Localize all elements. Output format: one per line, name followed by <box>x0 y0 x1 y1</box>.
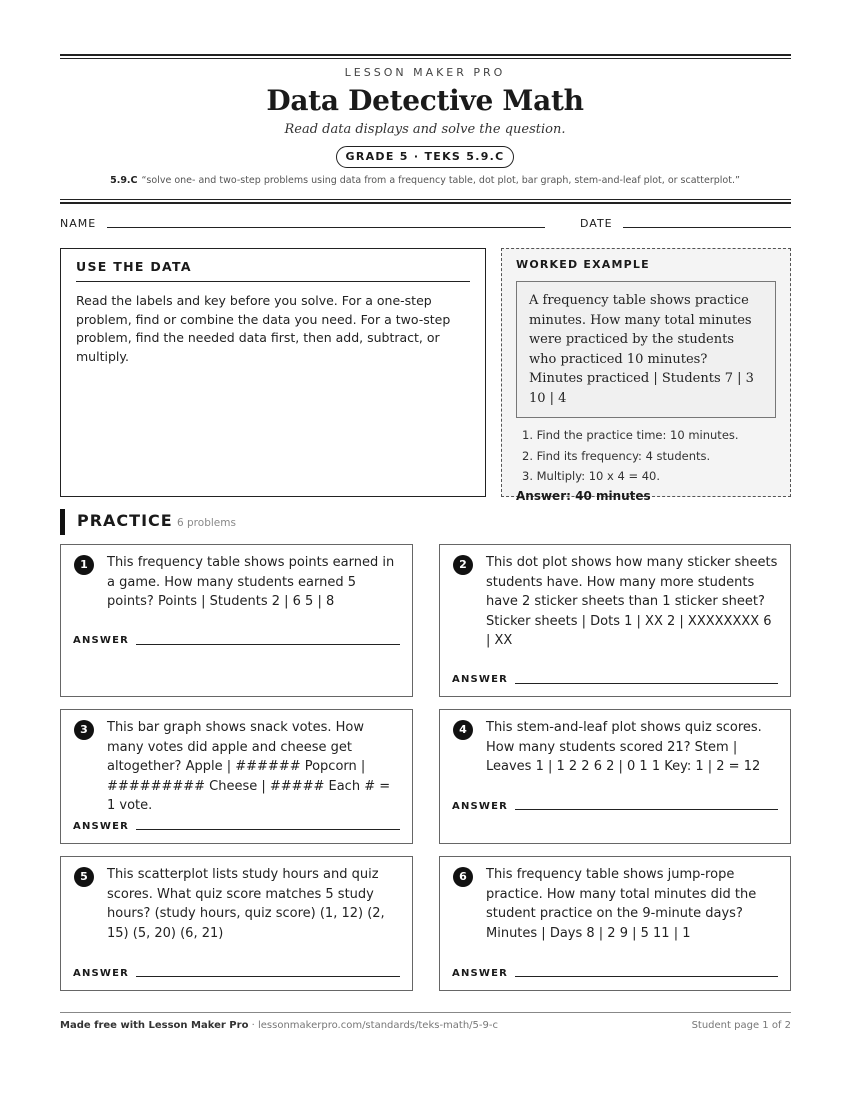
answer-field[interactable] <box>136 644 400 645</box>
problem-card-3 <box>60 709 413 844</box>
problem-text: This bar graph shows snack votes. How many votes did apple and cheese get altogether? Apple | ###### Popcorn | ######### Cheese | ##### Each # = 1 vote. <box>107 720 391 813</box>
problem-number-badge: 6 <box>453 867 473 887</box>
problem-number-badge: 1 <box>74 555 94 575</box>
name-date-row <box>60 216 791 232</box>
worked-example-answer: Answer: 40 minutes <box>516 488 651 503</box>
problem-card-1 <box>60 544 413 697</box>
standard-code: 5.9.C <box>110 175 138 186</box>
answer-label: ANSWER <box>73 821 130 832</box>
header-top-rule <box>60 54 791 59</box>
footer-credit <box>60 1020 498 1031</box>
problem-text: This frequency table shows points earned in a game. How many students earned 5 points? Points | Students 2 | 6 5 | 8 <box>107 555 395 609</box>
answer-field[interactable] <box>515 683 778 684</box>
footer-url[interactable]: · lessonmakerpro.com/standards/teks-math/5-9-c <box>248 1020 498 1031</box>
problem-number-badge: 3 <box>74 720 94 740</box>
name-label: NAME <box>60 217 97 230</box>
worked-step: 3. Multiply: 10 x 4 = 40. <box>522 469 661 483</box>
answer-label: ANSWER <box>452 801 509 812</box>
use-the-data-panel <box>60 248 486 497</box>
answer-label: ANSWER <box>452 968 509 979</box>
footer-made-with: Made free with Lesson Maker Pro <box>60 1020 249 1031</box>
problem-text: This frequency table shows jump-rope practice. How many total minutes did the student practice on the 9-minute days? Minutes | Days 8 | 2 9 | 5 11 | 1 <box>486 867 757 941</box>
use-the-data-body: Read the labels and key before you solve. For a one-step problem, find or combine the data you need. For a two-step problem, find the needed data first, then add, subtract, or multiply. <box>76 293 451 364</box>
date-field[interactable] <box>623 227 791 228</box>
worked-example-heading: WORKED EXAMPLE <box>516 258 650 271</box>
date-label: DATE <box>580 217 613 230</box>
problem-card-6 <box>439 856 791 991</box>
use-the-data-heading: USE THE DATA <box>76 259 470 282</box>
problem-number-badge: 2 <box>453 555 473 575</box>
answer-label: ANSWER <box>73 635 130 646</box>
worked-example-steps <box>516 425 776 487</box>
problem-number-badge: 4 <box>453 720 473 740</box>
worked-step: 1. Find the practice time: 10 minutes. <box>522 428 739 442</box>
worked-example-panel <box>501 248 791 503</box>
footer-rule <box>60 1012 791 1013</box>
name-field[interactable] <box>107 227 545 228</box>
answer-field[interactable] <box>136 976 400 977</box>
problem-card-4 <box>439 709 791 844</box>
answer-field[interactable] <box>136 829 400 830</box>
practice-count: 6 problems <box>177 517 236 529</box>
problem-number-badge: 5 <box>74 867 94 887</box>
answer-label: ANSWER <box>73 968 130 979</box>
answer-label: ANSWER <box>452 674 509 685</box>
worksheet-subtitle: Read data displays and solve the question. <box>284 122 566 137</box>
practice-accent-bar <box>60 509 65 535</box>
problem-text: This stem-and-leaf plot shows quiz scores. How many students scored 21? Stem | Leaves 1 | 1 2 2 6 2 | 0 1 1 Key: 1 | 2 = 12 <box>486 720 762 774</box>
problem-card-2 <box>439 544 791 697</box>
problem-text: This dot plot shows how many sticker sheets students have. How many more students have 2 sticker sheets than 1 sticker sheet? Sticker sheets | Dots 1 | XX 2 | XXXXXXXX 6 | XX <box>486 555 778 648</box>
standard-description <box>0 175 850 186</box>
worksheet-title: Data Detective Math <box>266 84 584 117</box>
problem-text: This scatterplot lists study hours and quiz scores. What quiz score matches 5 study hours? (study hours, quiz score) (1, 12) (2, 15) (5, 20) (6, 21) <box>107 867 385 941</box>
practice-title: PRACTICE <box>77 511 173 530</box>
standard-text: “solve one- and two-step problems using data from a frequency table, dot plot, bar graph, stem-and-leaf plot, or scatterplot.” <box>141 175 740 186</box>
header-bottom-rule <box>60 199 791 204</box>
answer-field[interactable] <box>515 976 778 977</box>
brand-label: LESSON MAKER PRO <box>344 66 506 79</box>
footer-page-number: Student page 1 of 2 <box>691 1020 791 1031</box>
worked-example-problem: A frequency table shows practice minutes. How many total minutes were practiced by the students who practiced 10 minutes? Minutes practiced | Students 7 | 3 10 | 4 <box>516 281 776 418</box>
worked-step: 2. Find its frequency: 4 students. <box>522 448 711 463</box>
problem-card-5 <box>60 856 413 991</box>
answer-field[interactable] <box>515 809 778 810</box>
grade-badge: GRADE 5 · TEKS 5.9.C <box>336 146 514 168</box>
